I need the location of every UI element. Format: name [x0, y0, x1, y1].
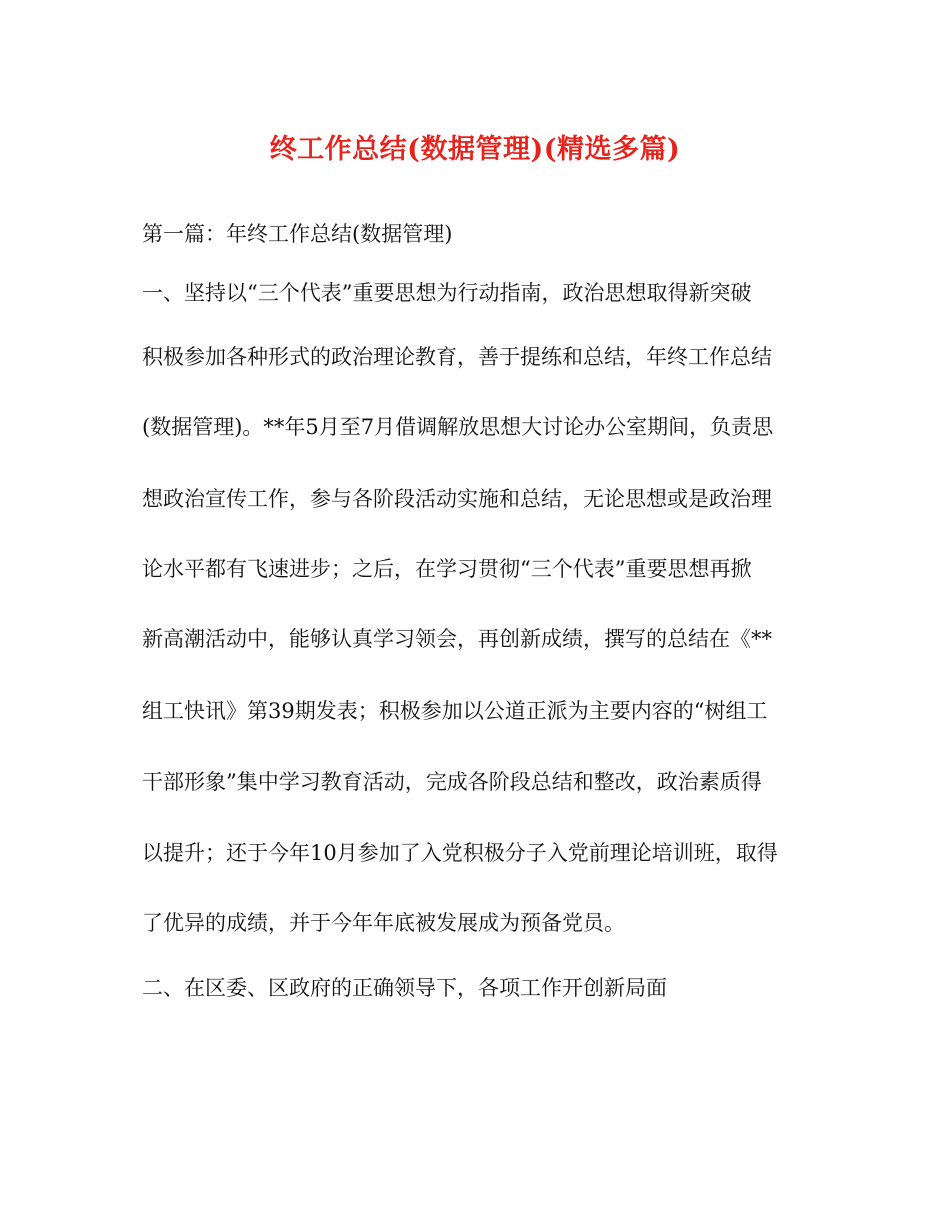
body-line: 论水平都有飞速进步；之后，在学习贯彻“三个代表”重要思想再掀: [142, 557, 752, 581]
subheading-1: 一、坚持以“三个代表”重要思想为行动指南，政治思想取得新突破: [142, 281, 752, 305]
document-title: 终工作总结(数据管理)(精选多篇): [269, 134, 681, 165]
subheading-2: 二、在区委、区政府的正确领导下，各项工作开创新局面: [142, 976, 667, 1000]
body-line: (数据管理)。**年5月至7月借调解放思想大讨论办公室期间，负责思: [142, 415, 774, 439]
body-line: 了优异的成绩，并于今年年底被发展成为预备党员。: [142, 911, 625, 935]
body-line: 以提升；还于今年10月参加了入党积极分子入党前理论培训班，取得: [142, 841, 778, 865]
body-line: 想政治宣传工作，参与各阶段活动实施和总结，无论思想或是政治理: [142, 487, 772, 511]
body-line: 组工快讯》第39期发表；积极参加以公道正派为主要内容的“树组工: [142, 699, 768, 723]
body-line: 新高潮活动中，能够认真学习领会，再创新成绩，撰写的总结在《**: [142, 627, 772, 651]
section-heading-1: 第一篇：年终工作总结(数据管理): [142, 222, 453, 246]
body-line: 干部形象”集中学习教育活动，完成各阶段总结和整改，政治素质得: [142, 770, 762, 794]
body-line: 积极参加各种形式的政治理论教育，善于提练和总结，年终工作总结: [142, 345, 772, 369]
